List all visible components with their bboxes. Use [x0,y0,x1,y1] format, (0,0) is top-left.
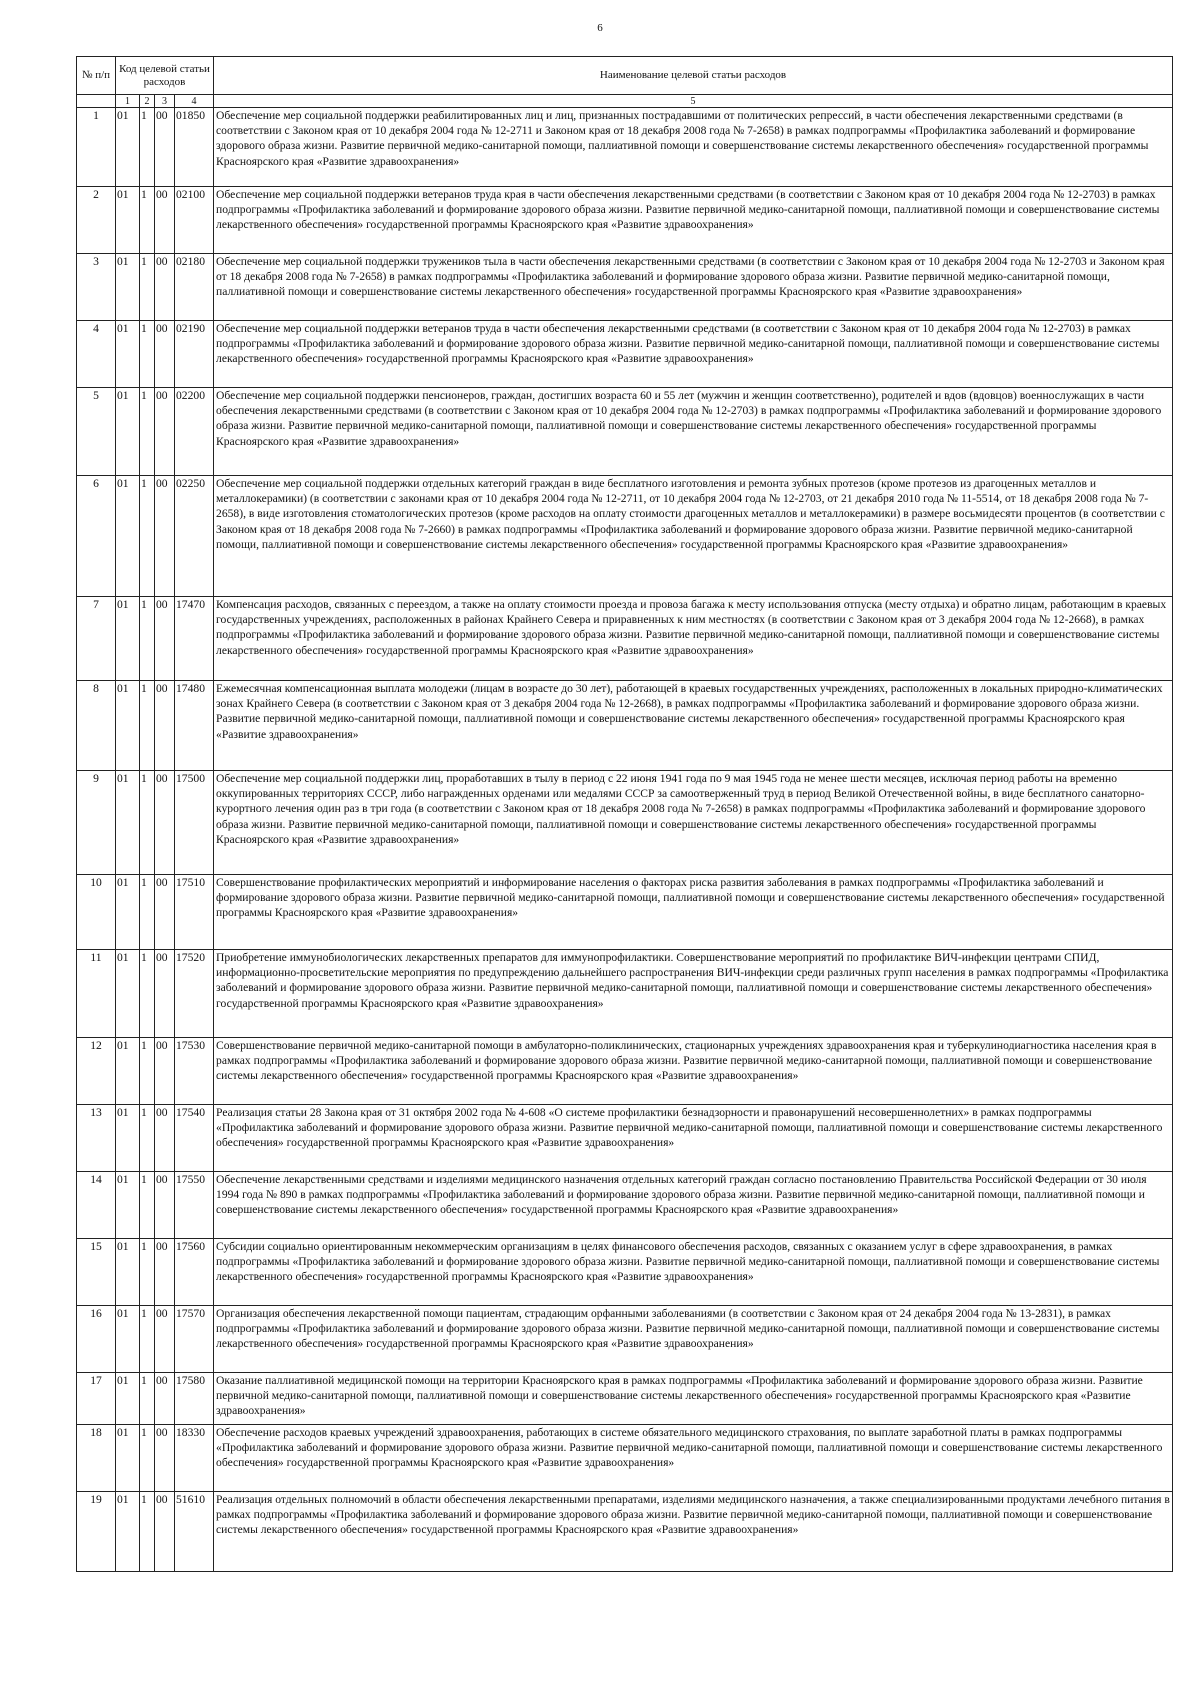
code-part-4: 02190 [175,321,214,388]
code-part-3: 00 [155,108,175,187]
code-part-3: 00 [155,597,175,681]
code-part-1: 01 [116,254,140,321]
row-number: 4 [77,321,116,388]
table-row [77,1306,1173,1373]
table-row [77,254,1173,321]
code-part-3: 00 [155,388,175,476]
table-row [77,187,1173,254]
code-part-3: 00 [155,1306,175,1373]
code-part-3: 00 [155,1373,175,1425]
code-part-4: 01850 [175,108,214,187]
code-part-3: 00 [155,1492,175,1572]
code-part-2: 1 [140,1492,155,1572]
code-part-3: 00 [155,321,175,388]
code-part-1: 01 [116,597,140,681]
table-row [77,1373,1173,1425]
code-part-3: 00 [155,1172,175,1239]
code-part-1: 01 [116,1492,140,1572]
code-part-3: 00 [155,187,175,254]
row-number: 14 [77,1172,116,1239]
code-part-4: 17510 [175,875,214,950]
column-number: 3 [155,95,175,108]
code-part-3: 00 [155,875,175,950]
code-part-3: 00 [155,681,175,771]
header-code: Код целевой статьи расходов [116,57,214,95]
table-row [77,771,1173,875]
row-number: 7 [77,597,116,681]
code-part-2: 1 [140,1425,155,1492]
code-part-4: 51610 [175,1492,214,1572]
column-number: 1 [116,95,140,108]
code-part-2: 1 [140,321,155,388]
code-part-2: 1 [140,254,155,321]
target-item-name: Оказание паллиативной медицинской помощи на территории Красноярского края в рамках подпрограммы «Профилактика заболеваний и формирование здорового образа жизни. Развитие первичной медико-санитарной помощи, паллиативной помощи и совершенствование системы лекарственного обеспечения» государственной программы Красноярского края «Развитие здравоохранения» [214,1373,1173,1425]
table-body [77,108,1173,1572]
target-item-name: Обеспечение мер социальной поддержки ветеранов труда в части обеспечения лекарственными средствами (в соответствии с Законом края от 10 декабря 2004 года № 12-2703) в рамках подпрограммы «Профилактика заболеваний и формирование здорового образа жизни. Развитие первичной медико-санитарной помощи, паллиативной помощи и совершенствование системы лекарственного обеспечения» государственной программы Красноярского края «Развитие здравоохранения» [214,321,1173,388]
row-number: 5 [77,388,116,476]
table-row [77,597,1173,681]
code-part-2: 1 [140,1239,155,1306]
table-row [77,1105,1173,1172]
target-item-name: Обеспечение мер социальной поддержки реабилитированных лиц и лиц, признанных пострадавшими от политических репрессий, в части обеспечения лекарственными средствами (в соответствии с Законом края от 10 декабря 2004 года № 12-2711 и Законом края от 18 декабря 2008 года № 7-2658) в рамках подпрограммы «Профилактика заболеваний и формирование здорового образа жизни. Развитие первичной медико-санитарной помощи, паллиативной помощи и совершенствование системы лекарственного обеспечения» государственной программы Красноярского края «Развитие здравоохранения» [214,108,1173,187]
code-part-4: 17470 [175,597,214,681]
code-part-2: 1 [140,771,155,875]
code-part-3: 00 [155,1038,175,1105]
row-number: 16 [77,1306,116,1373]
row-number: 2 [77,187,116,254]
code-part-1: 01 [116,681,140,771]
target-item-name: Реализация статьи 28 Закона края от 31 октября 2002 года № 4-608 «О системе профилактики безнадзорности и правонарушений несовершеннолетних» в рамках подпрограммы «Профилактика заболеваний и формирование здорового образа жизни. Развитие первичной медико-санитарной помощи, паллиативной помощи и совершенствование системы лекарственного обеспечения» государственной программы Красноярского края «Развитие здравоохранения» [214,1105,1173,1172]
code-part-1: 01 [116,875,140,950]
code-part-4: 02100 [175,187,214,254]
table-row [77,1425,1173,1492]
code-part-2: 1 [140,950,155,1038]
table-row [77,681,1173,771]
table-row [77,1492,1173,1572]
code-part-2: 1 [140,476,155,597]
target-items-table [76,56,1173,1572]
code-part-3: 00 [155,254,175,321]
code-part-4: 17570 [175,1306,214,1373]
header-num-cell [77,95,116,108]
code-part-2: 1 [140,1306,155,1373]
column-number: 5 [214,95,1173,108]
code-part-1: 01 [116,187,140,254]
target-item-name: Реализация отдельных полномочий в области обеспечения лекарственными препаратами, изделиями медицинского назначения, а также специализированными продуктами лечебного питания в рамках подпрограммы «Профилактика заболеваний и формирование здорового образа жизни. Развитие первичной медико-санитарной помощи, паллиативной помощи и совершенствование системы лекарственного обеспечения» государственной программы Красноярского края «Развитие здравоохранения» [214,1492,1173,1572]
row-number: 17 [77,1373,116,1425]
code-part-3: 00 [155,1105,175,1172]
target-item-name: Приобретение иммунобиологических лекарственных препаратов для иммунопрофилактики. Совершенствование мероприятий по профилактике ВИЧ-инфекции центрами СПИД, информационно-просветительские мероприятия по предупреждению дальнейшего распространения ВИЧ-инфекции среди различных групп населения в рамках подпрограммы «Профилактика заболеваний и формирование здорового образа жизни. Развитие первичной медико-санитарной помощи, паллиативной помощи и совершенствование системы лекарственного обеспечения» государственной программы Красноярского края «Развитие здравоохранения» [214,950,1173,1038]
code-part-2: 1 [140,875,155,950]
row-number: 9 [77,771,116,875]
code-part-1: 01 [116,1373,140,1425]
row-number: 15 [77,1239,116,1306]
row-number: 10 [77,875,116,950]
code-part-4: 02180 [175,254,214,321]
row-number: 18 [77,1425,116,1492]
table-row [77,321,1173,388]
header-name: Наименование целевой статьи расходов [214,57,1173,95]
code-part-1: 01 [116,771,140,875]
code-part-1: 01 [116,950,140,1038]
page-number: 6 [597,22,603,34]
code-part-1: 01 [116,1425,140,1492]
code-part-2: 1 [140,1105,155,1172]
code-part-4: 17540 [175,1105,214,1172]
code-part-2: 1 [140,1172,155,1239]
target-item-name: Обеспечение мер социальной поддержки пенсионеров, граждан, достигших возраста 60 и 55 лет (мужчин и женщин соответственно), родителей и вдов (вдовцов) военнослужащих в части обеспечения лекарственными средствами (в соответствии с Законом края от 10 декабря 2004 года № 12-2703) в рамках подпрограммы «Профилактика заболеваний и формирование здорового образа жизни. Развитие первичной медико-санитарной помощи, паллиативной помощи и совершенствование системы лекарственного обеспечения» государственной программы Красноярского края «Развитие здравоохранения» [214,388,1173,476]
target-item-name: Организация обеспечения лекарственной помощи пациентам, страдающим орфанными заболеваниями (в соответствии с Законом края от 24 декабря 2004 года № 13-2831), в рамках подпрограммы «Профилактика заболеваний и формирование здорового образа жизни. Развитие первичной медико-санитарной помощи, паллиативной помощи и совершенствование системы лекарственного обеспечения» государственной программы Красноярского края «Развитие здравоохранения» [214,1306,1173,1373]
code-part-1: 01 [116,108,140,187]
row-number: 19 [77,1492,116,1572]
target-item-name: Ежемесячная компенсационная выплата молодежи (лицам в возрасте до 30 лет), работающей в краевых государственных учреждениях, расположенных в локальных природно-климатических зонах Крайнего Севера (в соответствии с Законом края от 3 декабря 2004 года № 12-2668), в рамках подпрограммы «Профилактика заболеваний и формирование здорового образа жизни. Развитие первичной медико-санитарной помощи, паллиативной помощи и совершенствование системы лекарственного обеспечения» государственной программы Красноярского края «Развитие здравоохранения» [214,681,1173,771]
code-part-4: 17550 [175,1172,214,1239]
code-part-4: 02250 [175,476,214,597]
code-part-2: 1 [140,597,155,681]
header-num: № п/п [77,57,116,95]
table-row [77,1038,1173,1105]
target-item-name: Обеспечение мер социальной поддержки тружеников тыла в части обеспечения лекарственными средствами (в соответствии с Законом края от 10 декабря 2004 года № 12-2703 и Законом края от 18 декабря 2008 года № 7-2658) в рамках подпрограммы «Профилактика заболеваний и формирование здорового образа жизни. Развитие первичной медико-санитарной помощи, паллиативной помощи и совершенствование системы лекарственного обеспечения» государственной программы Красноярского края «Развитие здравоохранения» [214,254,1173,321]
row-number: 13 [77,1105,116,1172]
column-number: 4 [175,95,214,108]
code-part-3: 00 [155,771,175,875]
code-part-1: 01 [116,1306,140,1373]
code-part-1: 01 [116,1105,140,1172]
table-row [77,1239,1173,1306]
code-part-1: 01 [116,1038,140,1105]
code-part-4: 17520 [175,950,214,1038]
code-part-2: 1 [140,1373,155,1425]
target-item-name: Обеспечение лекарственными средствами и изделиями медицинского назначения отдельных категорий граждан согласно постановлению Правительства Российской Федерации от 30 июля 1994 года № 890 в рамках подпрограммы «Профилактика заболеваний и формирование здорового образа жизни. Развитие первичной медико-санитарной помощи, паллиативной помощи и совершенствование системы лекарственного обеспечения» государственной программы Красноярского края «Развитие здравоохранения» [214,1172,1173,1239]
row-number: 8 [77,681,116,771]
table-row [77,875,1173,950]
target-item-name: Субсидии социально ориентированным некоммерческим организациям в целях финансового обеспечения расходов, связанных с оказанием услуг в сфере здравоохранения, в рамках подпрограммы «Профилактика заболеваний и формирование здорового образа жизни. Развитие первичной медико-санитарной помощи, паллиативной помощи и совершенствование системы лекарственного обеспечения» государственной программы Красноярского края «Развитие здравоохранения» [214,1239,1173,1306]
code-part-3: 00 [155,950,175,1038]
row-number: 12 [77,1038,116,1105]
target-item-name: Совершенствование профилактических мероприятий и информирование населения о факторах риска развития заболевания в рамках подпрограммы «Профилактика заболеваний и формирование здорового образа жизни. Развитие первичной медико-санитарной помощи, паллиативной помощи и совершенствование системы лекарственного обеспечения» государственной программы Красноярского края «Развитие здравоохранения» [214,875,1173,950]
target-item-name: Компенсация расходов, связанных с переездом, а также на оплату стоимости проезда и провоза багажа к месту использования отпуска (месту отдыха) и обратно лицам, работающим в краевых государственных учреждениях, расположенных в районах Крайнего Севера и приравненных к ним местностях (в соответствии с Законом края от 3 декабря 2004 года № 12-2668), в рамках подпрограммы «Профилактика заболеваний и формирование здорового образа жизни. Развитие первичной медико-санитарной помощи, паллиативной помощи и совершенствование системы лекарственного обеспечения» государственной программы Красноярского края «Развитие здравоохранения» [214,597,1173,681]
code-part-4: 17480 [175,681,214,771]
table-row [77,950,1173,1038]
code-part-4: 17580 [175,1373,214,1425]
table-row [77,108,1173,187]
target-item-name: Обеспечение мер социальной поддержки отдельных категорий граждан в виде бесплатного изготовления и ремонта зубных протезов (кроме протезов из драгоценных металлов и металлокерамики) (в соответствии с законами края от 10 декабря 2004 года № 12-2711, от 10 декабря 2004 года № 12-2703, от 21 декабря 2010 года № 11-5514, от 18 декабря 2008 года № 7-2658), в виде изготовления стоматологических протезов (кроме расходов на оплату стоимости драгоценных металлов и металлокерамики) в размере восьмидесяти процентов (в соответствии с Законом края от 18 декабря 2008 года № 7-2660) в рамках подпрограммы «Профилактика заболеваний и формирование здорового образа жизни. Развитие первичной медико-санитарной помощи, паллиативной помощи и совершенствование системы лекарственного обеспечения» государственной программы Красноярского края «Развитие здравоохранения» [214,476,1173,597]
code-part-4: 02200 [175,388,214,476]
target-item-name: Совершенствование первичной медико-санитарной помощи в амбулаторно-поликлинических, стационарных учреждениях здравоохранения края и туберкулинодиагностика населения края в рамках подпрограммы «Профилактика заболеваний и формирование здорового образа жизни. Развитие первичной медико-санитарной помощи, паллиативной помощи и совершенствование системы лекарственного обеспечения» государственной программы Красноярского края «Развитие здравоохранения» [214,1038,1173,1105]
code-part-3: 00 [155,476,175,597]
column-number: 2 [140,95,155,108]
target-item-name: Обеспечение мер социальной поддержки лиц, проработавших в тылу в период с 22 июня 1941 года по 9 мая 1945 года не менее шести месяцев, исключая период работы на временно оккупированных территориях СССР, либо награжденных орденами или медалями СССР за самоотверженный труд в период Великой Отечественной войны, в виде бесплатного санаторно-курортного лечения один раз в три года (в соответствии с Законом края от 18 декабря 2008 года № 7-2658) в рамках подпрограммы «Профилактика заболеваний и формирование здорового образа жизни. Развитие первичной медико-санитарной помощи, паллиативной помощи и совершенствование системы лекарственного обеспечения» государственной программы Красноярского края «Развитие здравоохранения» [214,771,1173,875]
code-part-2: 1 [140,187,155,254]
code-part-1: 01 [116,321,140,388]
row-number: 11 [77,950,116,1038]
code-part-1: 01 [116,1239,140,1306]
table-row [77,1172,1173,1239]
code-part-4: 17560 [175,1239,214,1306]
row-number: 3 [77,254,116,321]
code-part-4: 17500 [175,771,214,875]
row-number: 6 [77,476,116,597]
code-part-3: 00 [155,1239,175,1306]
code-part-2: 1 [140,388,155,476]
code-part-4: 17530 [175,1038,214,1105]
code-part-1: 01 [116,476,140,597]
table-row [77,388,1173,476]
table-row [77,476,1173,597]
code-part-1: 01 [116,1172,140,1239]
code-part-3: 00 [155,1425,175,1492]
code-part-2: 1 [140,1038,155,1105]
code-part-2: 1 [140,681,155,771]
code-part-4: 18330 [175,1425,214,1492]
target-item-name: Обеспечение мер социальной поддержки ветеранов труда края в части обеспечения лекарственными средствами (в соответствии с Законом края от 10 декабря 2004 года № 12-2703) в рамках подпрограммы «Профилактика заболеваний и формирование здорового образа жизни. Развитие первичной медико-санитарной помощи, паллиативной помощи и совершенствование системы лекарственного обеспечения» государственной программы Красноярского края «Развитие здравоохранения» [214,187,1173,254]
code-part-1: 01 [116,388,140,476]
target-item-name: Обеспечение расходов краевых учреждений здравоохранения, работающих в системе обязательного медицинского страхования, по выплате заработной платы в рамках подпрограммы «Профилактика заболеваний и формирование здорового образа жизни. Развитие первичной медико-санитарной помощи, паллиативной помощи и совершенствование системы лекарственного обеспечения» государственной программы Красноярского края «Развитие здравоохранения» [214,1425,1173,1492]
code-part-2: 1 [140,108,155,187]
row-number: 1 [77,108,116,187]
